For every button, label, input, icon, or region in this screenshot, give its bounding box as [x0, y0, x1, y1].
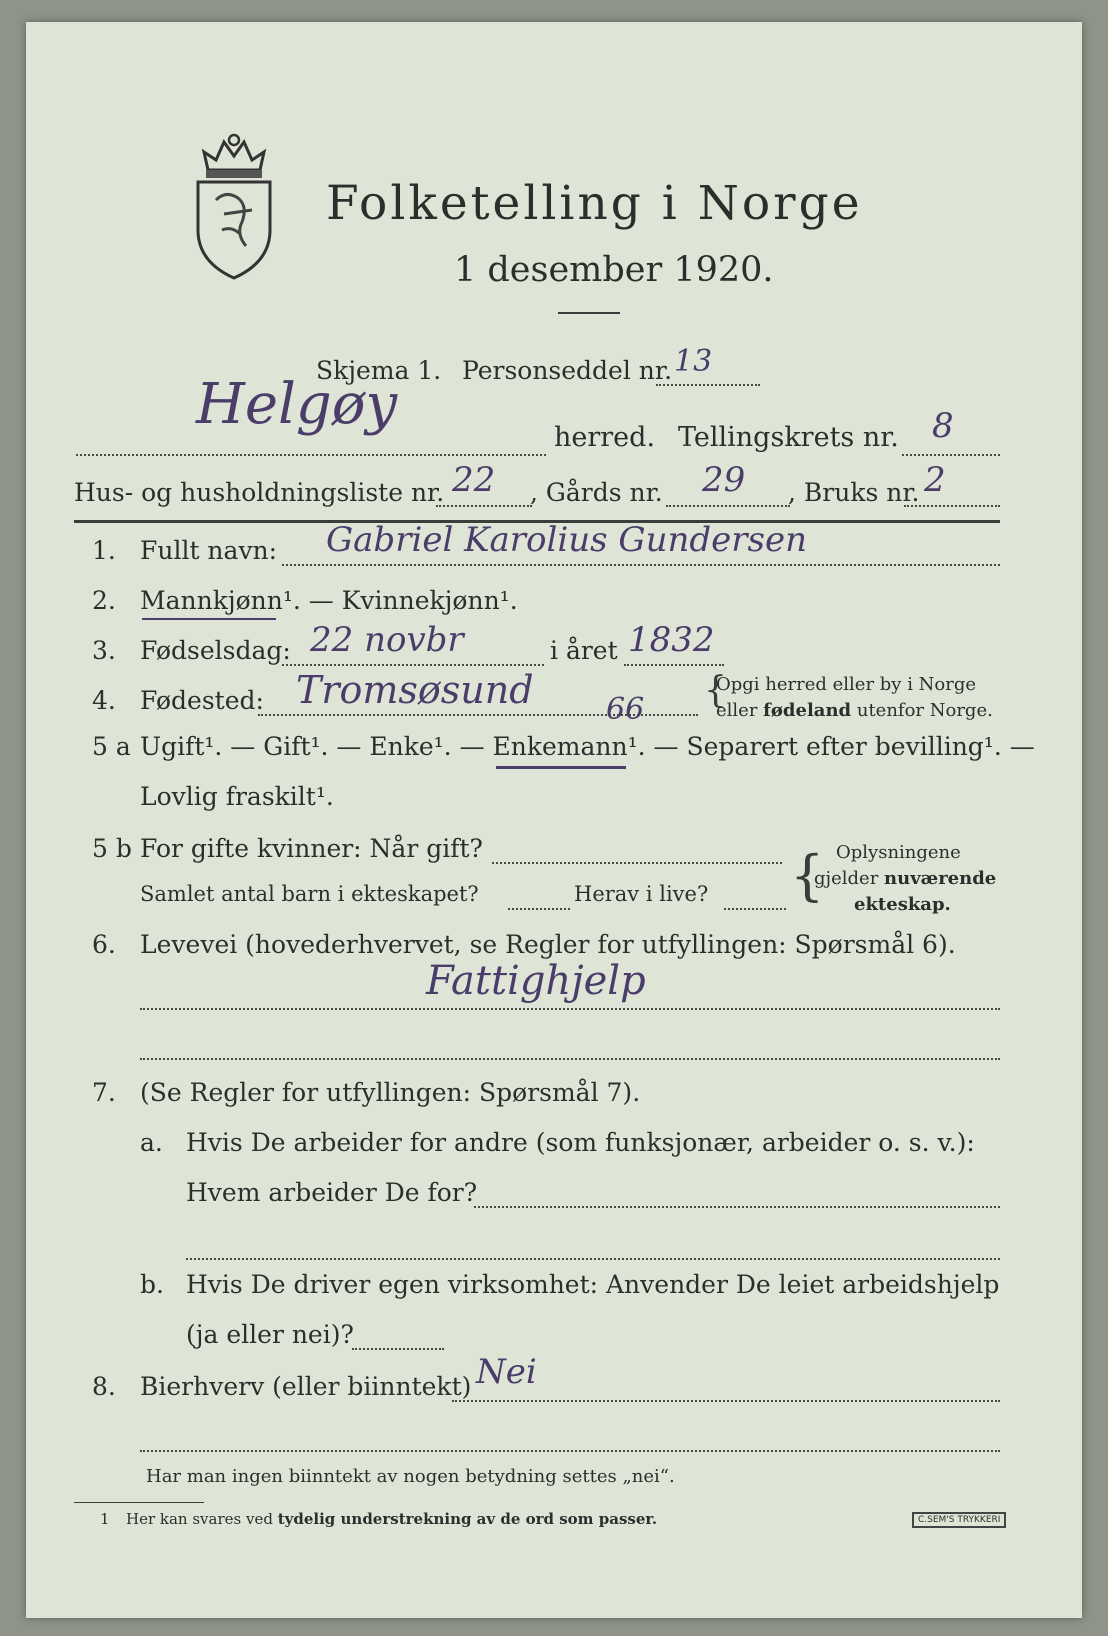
printer-stamp: C.SEM'S TRYKKERI [912, 1512, 1006, 1528]
birthyear-value: 1832 [628, 620, 715, 660]
q6-label: Levevei (hovederhvervet, se Regler for utfyllingen: Spørsmål 6). [140, 930, 956, 959]
personseddel-value: 13 [674, 344, 713, 379]
form-title: Folketelling i Norge [326, 176, 863, 231]
q5b-number: 5 b [92, 834, 132, 863]
gender-options[interactable]: Mannkjønn¹. — Kvinnekjønn¹. [140, 586, 518, 615]
occupation-field-line1[interactable] [140, 1008, 1000, 1010]
birthdate-field[interactable] [282, 664, 544, 666]
coat-of-arms-icon [192, 130, 276, 280]
footnote-number: 1 [100, 1510, 110, 1528]
q3-year-label: i året [550, 636, 618, 665]
q5b-label-when-married: For gifte kvinner: Når gift? [140, 834, 483, 863]
children-alive-field[interactable] [724, 908, 786, 910]
q1-label: Fullt navn: [140, 536, 278, 565]
q2-number: 2. [92, 586, 116, 615]
q7b-answer-label: (ja eller nei)? [186, 1320, 354, 1349]
q4-number: 4. [92, 686, 116, 715]
q1-number: 1. [92, 536, 116, 565]
q5b-note-line2: gjelder nuværende [814, 868, 997, 889]
q4-brace: { [704, 670, 727, 711]
side-income-value: Nei [476, 1352, 537, 1392]
q7b-number: b. [140, 1270, 164, 1299]
q7a-number: a. [140, 1128, 163, 1157]
q5b-label-alive: Herav i live? [574, 882, 709, 906]
herred-label: herred. [554, 422, 656, 453]
birthplace-value: Tromsøsund [296, 668, 534, 712]
marital-status-options[interactable]: Ugift¹. — Gift¹. — Enke¹. — Enkemann¹. — Separert efter bevilling¹. — [140, 732, 1035, 761]
q7a-label: Hvis De arbeider for andre (som funksjonær, arbeider o. s. v.): [186, 1128, 975, 1157]
birthdate-value: 22 novbr [310, 620, 464, 660]
q7a-employer-label: Hvem arbeider De for? [186, 1178, 478, 1207]
tellingskrets-field[interactable] [902, 454, 1000, 456]
footnote-text: Her kan svares ved tydelig understrekning av de ord som passer. [126, 1510, 658, 1528]
q5a-number: 5 a [92, 732, 131, 761]
q5b-note-line3: ekteskap. [854, 894, 951, 915]
bruks-value: 2 [924, 460, 946, 500]
personseddel-label: Personseddel nr. [462, 356, 673, 385]
q5b-label-children: Samlet antal barn i ekteskapet? [140, 882, 479, 906]
gards-value: 29 [702, 460, 746, 500]
birthyear-field[interactable] [624, 664, 724, 666]
skjema-label: Skjema 1. [316, 356, 442, 385]
employer-field-line2[interactable] [186, 1258, 1000, 1260]
q8-label: Bierhverv (eller biinntekt) [140, 1372, 472, 1401]
q4-note-line1: Opgi herred eller by i Norge [716, 674, 977, 695]
tellingskrets-label: Tellingskrets nr. [678, 422, 899, 453]
hus-field[interactable] [436, 505, 532, 507]
personseddel-field[interactable] [656, 384, 760, 386]
herred-value: Helgøy [196, 372, 398, 437]
side-income-field-line1[interactable] [452, 1400, 1000, 1402]
hus-label: Hus- og husholdningsliste nr. [74, 478, 445, 507]
occupation-field-line2[interactable] [140, 1058, 1000, 1060]
children-count-field[interactable] [508, 908, 570, 910]
tellingskrets-value: 8 [932, 406, 954, 446]
when-married-field[interactable] [492, 862, 782, 864]
full-name-value: Gabriel Karolius Gundersen [326, 520, 807, 560]
q3-number: 3. [92, 636, 116, 665]
q7b-label: Hvis De driver egen virksomhet: Anvender De leiet arbeidshjelp [186, 1270, 1000, 1299]
q6-number: 6. [92, 930, 116, 959]
no-income-note: Har man ingen biinntekt av nogen betydning settes „nei“. [146, 1466, 675, 1487]
marital-status-mark: 66 [606, 692, 645, 727]
q7-number: 7. [92, 1078, 116, 1107]
gards-label: , Gårds nr. [530, 478, 663, 507]
q5b-brace: { [790, 844, 825, 907]
q8-number: 8. [92, 1372, 116, 1401]
q4-label: Fødested: [140, 686, 264, 715]
q4-note-line2: eller fødeland utenfor Norge. [716, 700, 993, 721]
herred-field[interactable] [76, 454, 546, 456]
side-income-field-line2[interactable] [140, 1450, 1000, 1452]
bruks-label: , Bruks nr. [788, 478, 920, 507]
title-rule [558, 312, 620, 314]
marital-underline-mark [496, 766, 626, 769]
footnote-rule [74, 1502, 204, 1503]
bruks-field[interactable] [904, 505, 1000, 507]
q5b-note-line1: Oplysningene [836, 842, 961, 863]
q3-label: Fødselsdag: [140, 636, 291, 665]
occupation-value: Fattighjelp [426, 958, 646, 1004]
marital-status-options-line2[interactable]: Lovlig fraskilt¹. [140, 782, 334, 811]
full-name-field[interactable] [282, 564, 1000, 566]
census-form-sheet [26, 22, 1082, 1618]
q7-label: (Se Regler for utfyllingen: Spørsmål 7). [140, 1078, 641, 1107]
hus-value: 22 [452, 460, 496, 500]
census-date: 1 desember 1920. [454, 250, 774, 290]
hired-help-field[interactable] [352, 1348, 444, 1350]
gender-underline-mark [142, 618, 276, 620]
employer-field-line1[interactable] [474, 1206, 1000, 1208]
gards-field[interactable] [666, 505, 790, 507]
